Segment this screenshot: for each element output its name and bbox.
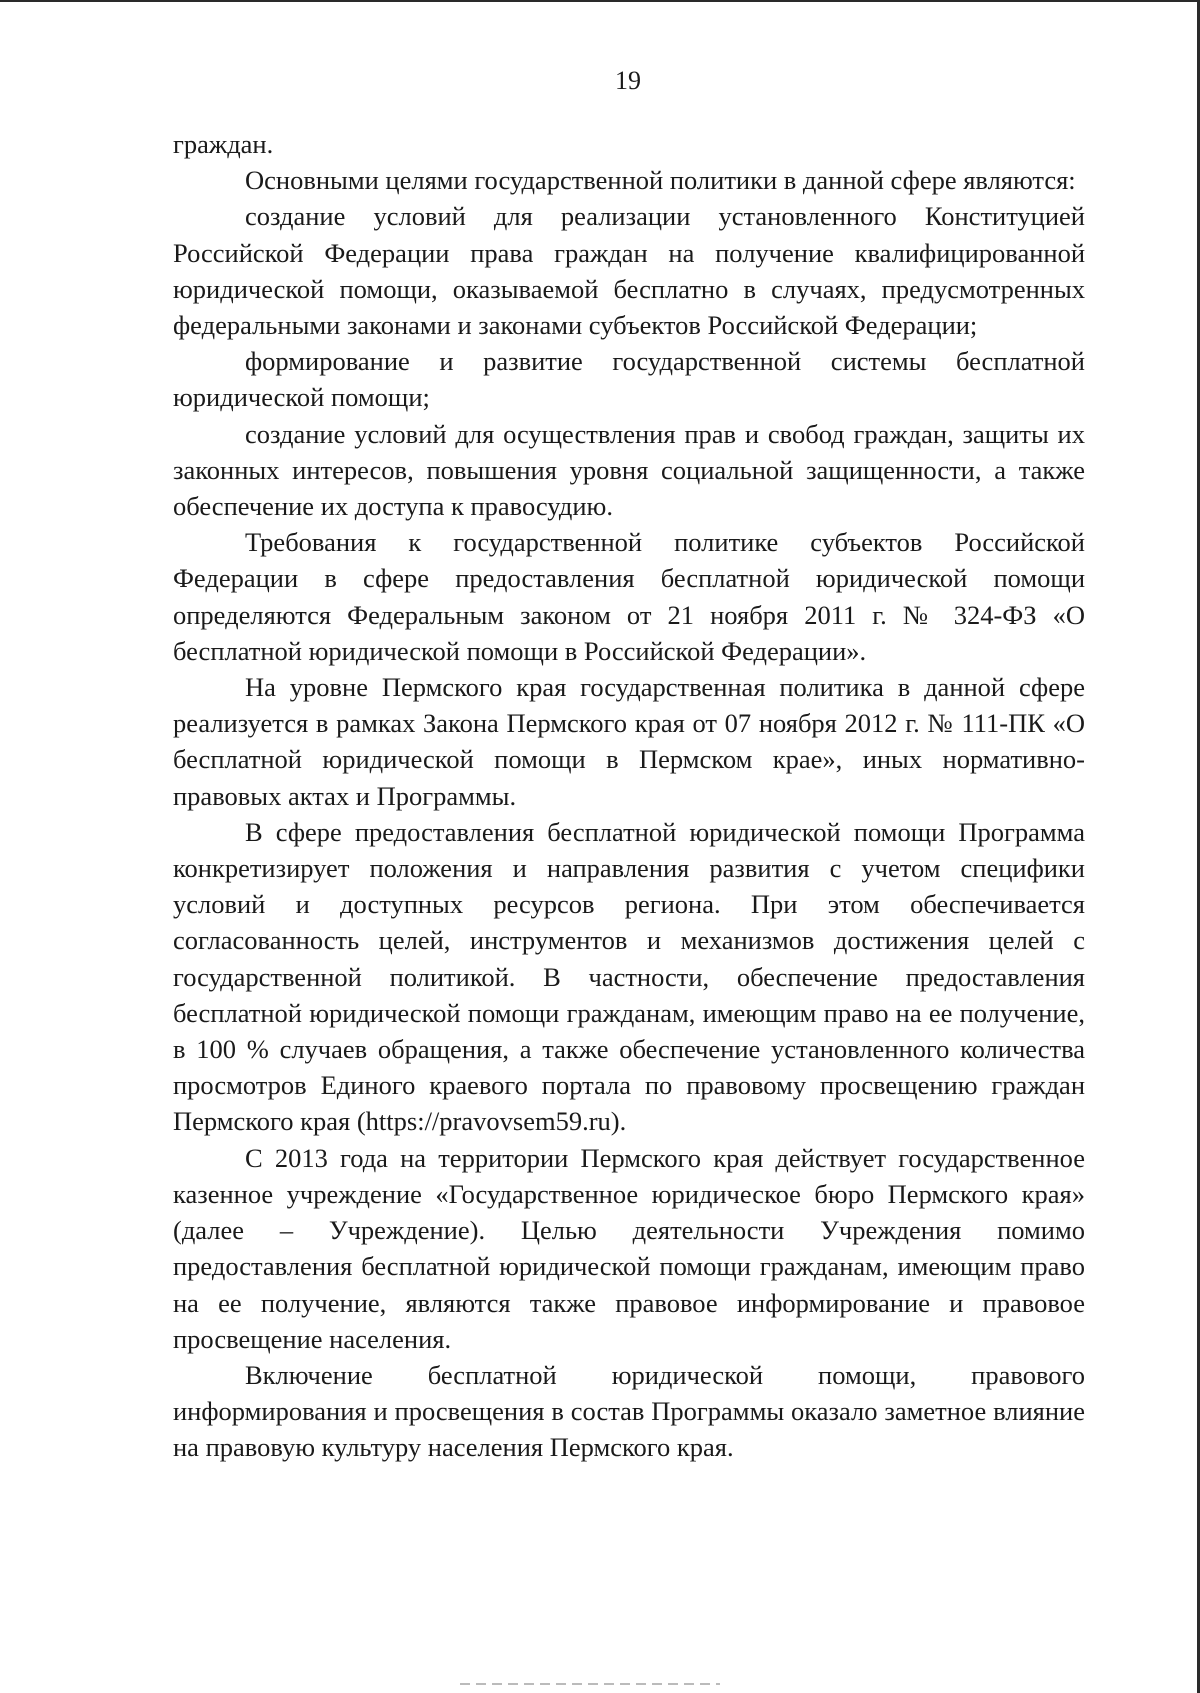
scan-edge-top <box>0 0 1200 2</box>
paragraph-program-impact: Включение бесплатной юридической помощи, правового информирования и просвещения в состав Программы оказало заметное влияние на правовую культуру населения Пермского края. <box>173 1359 1085 1463</box>
paragraph-legal-bureau: С 2013 года на территории Пермского края действует государственное казенное учреждение «Государственное юридическое бюро Пермского края» (далее – Учреждение). Целью деятельности Учреждения помимо предоставления бесплатной юридической помощи гражданам, имеющим право на ее получение, являются также правовое информирование и правовое просвещение населения. <box>173 1142 1085 1354</box>
paragraph-perm-regional-law: На уровне Пермского края государственная политика в данной сфере реализуется в рамках Закона Пермского края от 07 ноября 2012 г. № 111-ПК «О бесплатной юридической помощи в Пермском крае», иных нормативно-правовых актах и Программы. <box>173 672 1085 811</box>
page-number: 19 <box>615 66 641 95</box>
paragraph-goal-system-development: формирование и развитие государственной системы бесплатной юридической помощи; <box>173 346 1085 413</box>
paragraph-goal-rights-protection: создание условий для осуществления прав и свобод граждан, защиты их законных интересов, повышения уровня социальной защищенности, а также обеспечение их доступа к правосудию. <box>173 418 1085 522</box>
scan-artifact-footer <box>460 1683 720 1685</box>
document-body <box>173 126 1085 1466</box>
paragraph-policy-goals-intro: Основными целями государственной политики в данной сфере являются: <box>245 165 1076 196</box>
paragraph-program-specifics: В сфере предоставления бесплатной юридической помощи Программа конкретизирует положения и направления развития с учетом специфики условий и доступных ресурсов региона. При этом обеспечивается согласованность целей, инструментов и механизмов достижения целей с государственной политикой. В частности, обеспечение предоставления бесплатной юридической помощи гражданам, имеющим право на ее получение, в 100 % случаев обращения, а также обеспечение установленного количества просмотров Единого краевого портала по правовому просвещению граждан Пермского края (https://pravovsem59.ru). <box>173 816 1085 1137</box>
paragraph-goal-constitutional-rights: создание условий для реализации установленного Конституцией Российской Федерации права граждан на получение квалифицированной юридической помощи, оказываемой бесплатно в случаях, предусмотренных федеральными законами и законами субъектов Российской Федерации; <box>173 201 1085 341</box>
paragraph-federal-law-requirements: Требования к государственной политике субъектов Российской Федерации в сфере предоставления бесплатной юридической помощи определяются Федеральным законом от 21 ноября 2011 г. № 324-ФЗ «О бесплатной юридической помощи в Российской Федерации». <box>173 527 1085 666</box>
paragraph-continuation: граждан. <box>173 129 274 159</box>
